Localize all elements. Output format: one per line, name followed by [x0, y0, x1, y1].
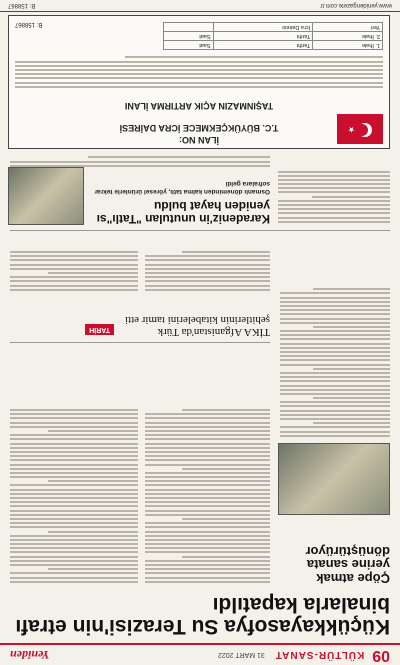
lot-cell: 2. İhale [313, 32, 383, 41]
section-title: KÜLTÜR-SANAT [274, 649, 365, 661]
announcement-code: B: 158867 [15, 21, 43, 28]
main-headline: Küçükkayasofya Su Terazisi'nin etrafı binalarla kapatıldı [15, 592, 390, 638]
announcement-text [15, 52, 383, 90]
third-subheadline: Osmanlı döneminden kalma tatlı, yöresel ürünlerle tekrar sofralara geldi [94, 180, 270, 195]
tika-body-2 [10, 238, 138, 293]
lot-cell: Yeri [313, 23, 383, 32]
main-body-col-1 [145, 350, 270, 585]
lot-cell: Tarihi [213, 32, 313, 41]
tika-body-1 [145, 238, 270, 293]
announcement-number: İLAN NO: [179, 135, 219, 145]
page-header [0, 643, 400, 665]
third-body-2 [10, 153, 270, 169]
footer-code: B: 158867 [8, 2, 36, 9]
flag-icon: ★ [337, 114, 383, 144]
lot-cell: İcra Dairesi [213, 23, 313, 32]
side-photo [278, 443, 390, 515]
issue-date: 31 MART 2022 [217, 651, 265, 659]
side-body [280, 239, 390, 439]
page-number: 09 [372, 647, 390, 664]
lot-cell [164, 23, 214, 32]
lot-cell: Tarihi [213, 41, 313, 50]
page-footer [0, 0, 400, 12]
third-body-1 [278, 155, 390, 225]
third-headline: Karadeniz'in unutulan "Tatlı"sı yeniden hayat buldu [96, 199, 270, 226]
main-body-col-2 [10, 350, 138, 585]
lot-table [163, 22, 383, 50]
lot-cell: 1. İhale [313, 41, 383, 50]
tika-ribbon: TARİH [85, 324, 114, 335]
footer-web: www.yenidengazete.com.tr [320, 2, 392, 9]
third-photo [8, 167, 84, 225]
newspaper-logo: Yeniden [10, 648, 50, 663]
tika-headline: TİKA Afganistan'da Türk şehitlerinin kitabelerini tamir etti [124, 314, 270, 338]
divider-2 [10, 230, 390, 231]
lot-cell: Saat [164, 32, 214, 41]
divider [10, 342, 270, 343]
side-headline: Çöpe atmak yerine sanata dönüştürüyor [305, 543, 390, 586]
official-announcement-box [8, 15, 390, 149]
announcement-subject: TAŞINMAZIN AÇIK ARTIRMA İLANI [124, 101, 274, 111]
announcement-org: T.C. BÜYÜKÇEKMECE İCRA DAİRESİ [119, 123, 279, 133]
lot-cell: Saat [164, 41, 214, 50]
